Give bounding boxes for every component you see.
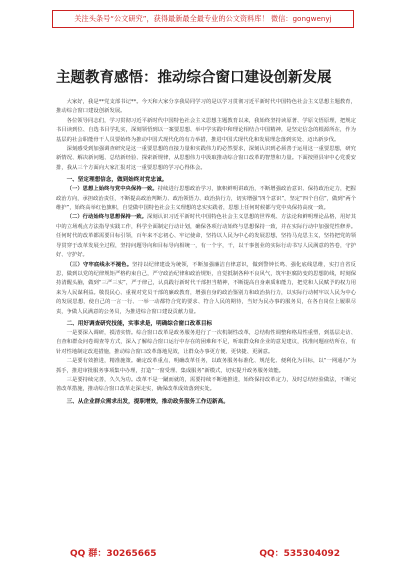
subsection-label: （二）行动始终与思想保持一致。 [66,214,147,221]
subsection-1b [56,213,356,260]
document-body [56,98,356,506]
section-heading-2: 二、用好调查研究技能，实事求是，明确综合窗口改革目标 [66,320,213,327]
header-banner: 关注头条号“公文研究”，获得最新最全最专业的公文资料库！ 微信：gongwenyj [52,10,354,28]
subsection-2c: 三是要持续完善，久久为功。改革不是一蹴而就的，需要持续不断地推进，始终保持改革定力，及时总结经验做法，不断完善改革措施，推动综合窗口改革走深走实，确保改革成效落到实处。 [56,376,356,393]
subsection-2a: 一是要深入调研，摸清实情。综合窗口改革是政务服务进行了一次机制性改革，总结构性调整和格局性重塑，到基层走访、自查和群众问卷调查等方式，深入了解综合窗口运行中存在的困难和不足，听取群众和企业的意见建议，找准问题症结所在，有针对性地制定改进措施，推动综合窗口改革落地见效，让群众办事更方便、更快捷、更满意。 [56,329,356,355]
subsection-text: 深刻认识习近平新时代中国特色社会主义思想的世界观、方法论和鲜明理论品格，用好其中的立场观点方法指导实践工作，科学全面制定行动计划，确保各项行动始终与思想保持一致，并在实际行动中加强党性修养。任何时代的改革都需要目标引领，百年来不忘初心、牢记使命，坚持以人民为中心的发展思想，坚持马克思主义，坚持把党的领导贯穿于改革发展全过程，坚持问题导向和目标导向相统一，有一个字，干，以干事创业的实际行动书写人民满意的答卷，守护好、守护好。 [56,214,356,259]
subsection-text: 坚持以纪律建设为统领，不断加强廉洁自律意识，做到警钟长鸣、强化底线思维，实打自省反思，做到以党的纪律规矩严格约束自己，严守政治纪律和政治规矩，自觉抵制各种不良风气，筑牢拒腐防变的思想防线，时刻保持清醒头脑，做到“三严三实”，严于律己，认真践行新时代干部担当精神，不断提高自身素质和能力，把党和人民赋予的权力用来为人民谋利益。敬畏民心、重视对党员干部的廉政教育，增强自身的政治鉴别力和政治执行力，以实际行动树牢以人民为中心的发展思想，使自己的一言一行、一举一动都符合党的要求、符合人民的期待，当好为民办事的服务员，在各自岗位上履职尽责，争做人民满意的公务员，为推进综合窗口建设贡献力量。 [56,261,356,315]
subsection-label: （三）守牢底线永不褪色。 [66,261,133,268]
subsection-text: 持续进行思想政治学习，旗帜鲜明讲政治，不断增强政治意识、保持政治定力，把握政治方向，承担政治责任，不断提高政治判断力、政治领悟力、政治执行力，切实增强“四个意识”，坚定“四个自信”，做到“两个维护”，始终高举红色旗帜，自觉做中国特色社会主义理想的忠实实践者，思想上任何时候都与党中央保持高度一致。 [56,186,356,212]
qq-contact-label: QQ：535304092 [259,549,340,559]
qq-group-label: QQ 群：30265665 [70,549,157,559]
section-heading-1: 一、坚定理想信念，做到始终对党忠诚。 [66,177,168,184]
footer-contact [70,546,340,560]
document-title: 主题教育感悟：推动综合窗口建设创新发展 [56,70,332,86]
body-paragraph: 深刻感受到加强调查研究是这一重要思想的直接力量和实践伟力的必然要求，深刻认识到必须善于运用这一重要思想，研究新情况、解决新问题、总结新经验、探索新规律，从思想伟力中汲取推动综合窗口改革的智慧和力量。下面按照县审中心党委安排，我从三个方面向大家汇报对这一重要思想的学习心得体会。 [56,146,356,171]
intro-paragraph: 大家好，我是**党支部书记**。今天和大家分享我局同学习的是以学习贯彻习近平新时代中国特色社会主义思想主题教育，推动综合窗口建设创新发展。 [56,99,356,115]
body-paragraph: 各位领导同志们，学习贯彻习近平新时代中国特色社会主义思想主题教育以来，我始终坚持读原著、学原文悟原理，把规定书目读到位、自选书目学扎实，深刻领悟到以一案要思想、举中学实践中和理论相结合中国精神，是坚定信念的根源所在，作为基层的社会职能骨干人员要始终为推动中国式现代化的有力举措，推进中国式现代化和发展理念落到实处、迈出新步伐。 [56,117,356,143]
section-heading-3: 三、从企业群众需求出发，提职增效，推动政务服务工作迈新高。 [66,398,229,405]
subsection-1c [56,261,356,317]
subsection-1a [56,185,356,213]
subsection-2b: 二是要有效推进，精准施策。确定改革重点，明确改革任务，以政务服务标准化、规范化、便利化为目标，以“一网通办”为抓手，推进审批服务事项集中办理，打造“一窗受理、集成服务”新模式，切实提升政务服务效能。 [56,358,356,374]
subsection-label: （一）思想上始终与党中央保持一致。 [66,186,158,193]
